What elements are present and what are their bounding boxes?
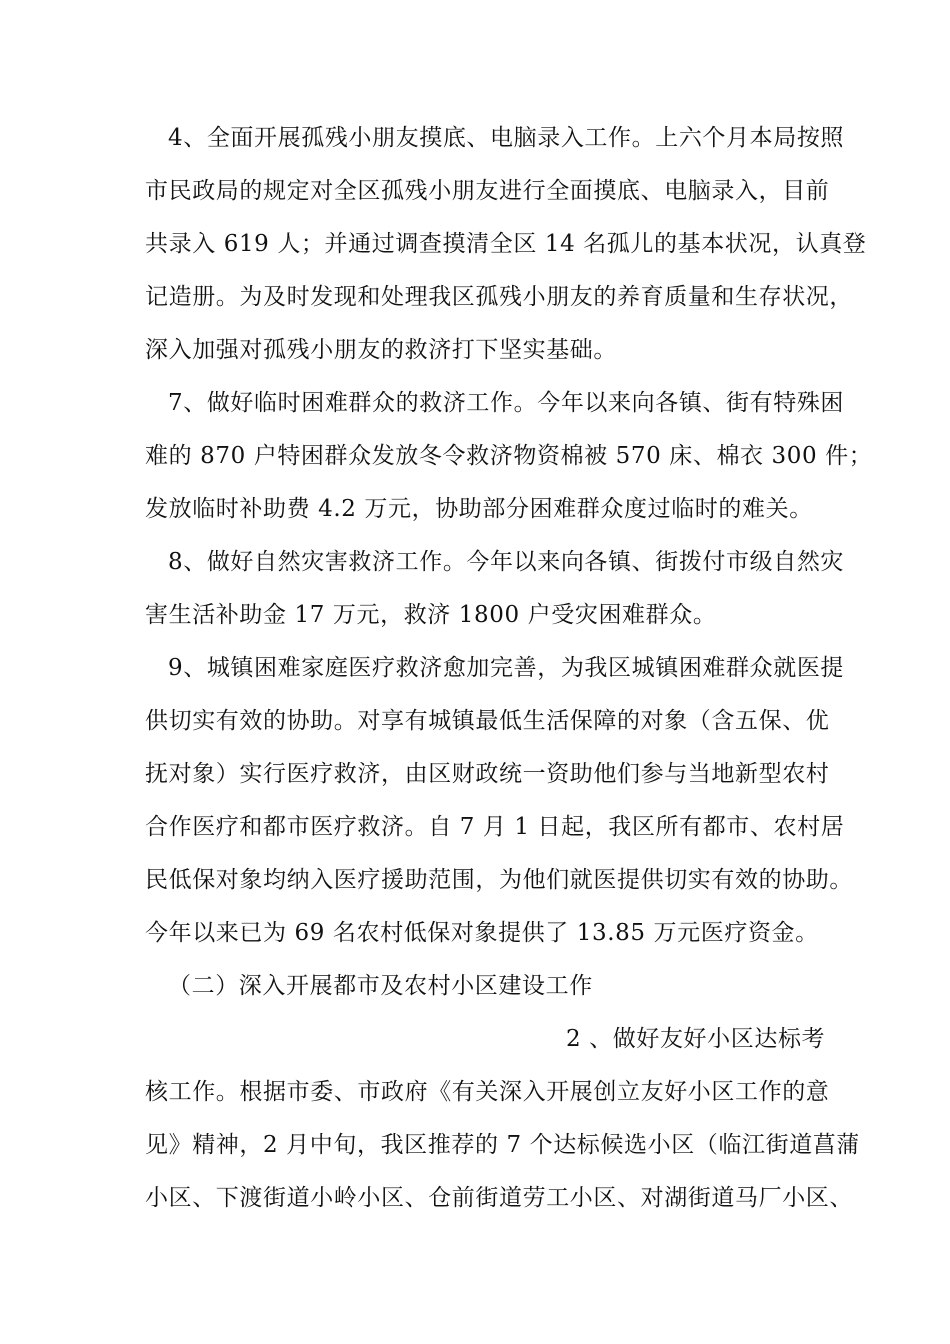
paragraph-4-line-5: 深入加强对孤残小朋友的救济打下坚实基础。: [145, 337, 617, 363]
paragraph-9-line-2: 供切实有效的协助。对享有城镇最低生活保障的对象（含五保、优: [145, 708, 830, 734]
paragraph-9-line-1: 9、城镇困难家庭医疗救济愈加完善，为我区城镇困难群众就医提: [168, 655, 845, 681]
paragraph-4-line-2: 市民政局的规定对全区孤残小朋友进行全面摸底、电脑录入，目前: [145, 178, 830, 204]
paragraph-2-line-4: 小区、下渡街道小岭小区、仓前街道劳工小区、对湖街道马厂小区、: [145, 1185, 853, 1211]
section-heading-2: （二）深入开展都市及农村小区建设工作: [168, 973, 593, 999]
paragraph-2-line-2: 核工作。根据市委、市政府《有关深入开展创立友好小区工作的意: [145, 1079, 830, 1105]
paragraph-9-line-4: 合作医疗和都市医疗救济。自 7 月 1 日起，我区所有都市、农村居: [145, 814, 845, 840]
paragraph-2-line-3: 见》精神，2 月中旬，我区推荐的 7 个达标候选小区（临江街道菖蒲: [145, 1132, 860, 1158]
paragraph-4-line-1: 4、全面开展孤残小朋友摸底、电脑录入工作。上六个月本局按照: [168, 125, 845, 151]
paragraph-8-line-2: 害生活补助金 17 万元，救济 1800 户受灾困难群众。: [145, 602, 717, 628]
paragraph-7-line-3: 发放临时补助费 4.2 万元，协助部分困难群众度过临时的难关。: [145, 496, 813, 522]
paragraph-7-line-1: 7、做好临时困难群众的救济工作。今年以来向各镇、街有特殊困: [168, 390, 845, 416]
paragraph-9-line-6: 今年以来已为 69 名农村低保对象提供了 13.85 万元医疗资金。: [145, 920, 819, 946]
paragraph-4-line-3: 共录入 619 人；并通过调查摸清全区 14 名孤儿的基本状况，认真登: [145, 231, 867, 257]
paragraph-9-line-3: 抚对象）实行医疗救济，由区财政统一资助他们参与当地新型农村: [145, 761, 830, 787]
paragraph-2-line-1: 2 、做好友好小区达标考: [566, 1026, 826, 1052]
paragraph-7-line-2: 难的 870 户特困群众发放冬令救济物资棉被 570 床、棉衣 300 件；: [145, 443, 873, 469]
paragraph-4-line-4: 记造册。为及时发现和处理我区孤残小朋友的养育质量和生存状况，: [145, 284, 853, 310]
paragraph-8-line-1: 8、做好自然灾害救济工作。今年以来向各镇、街拨付市级自然灾: [168, 549, 845, 575]
paragraph-9-line-5: 民低保对象均纳入医疗援助范围，为他们就医提供切实有效的协助。: [145, 867, 853, 893]
